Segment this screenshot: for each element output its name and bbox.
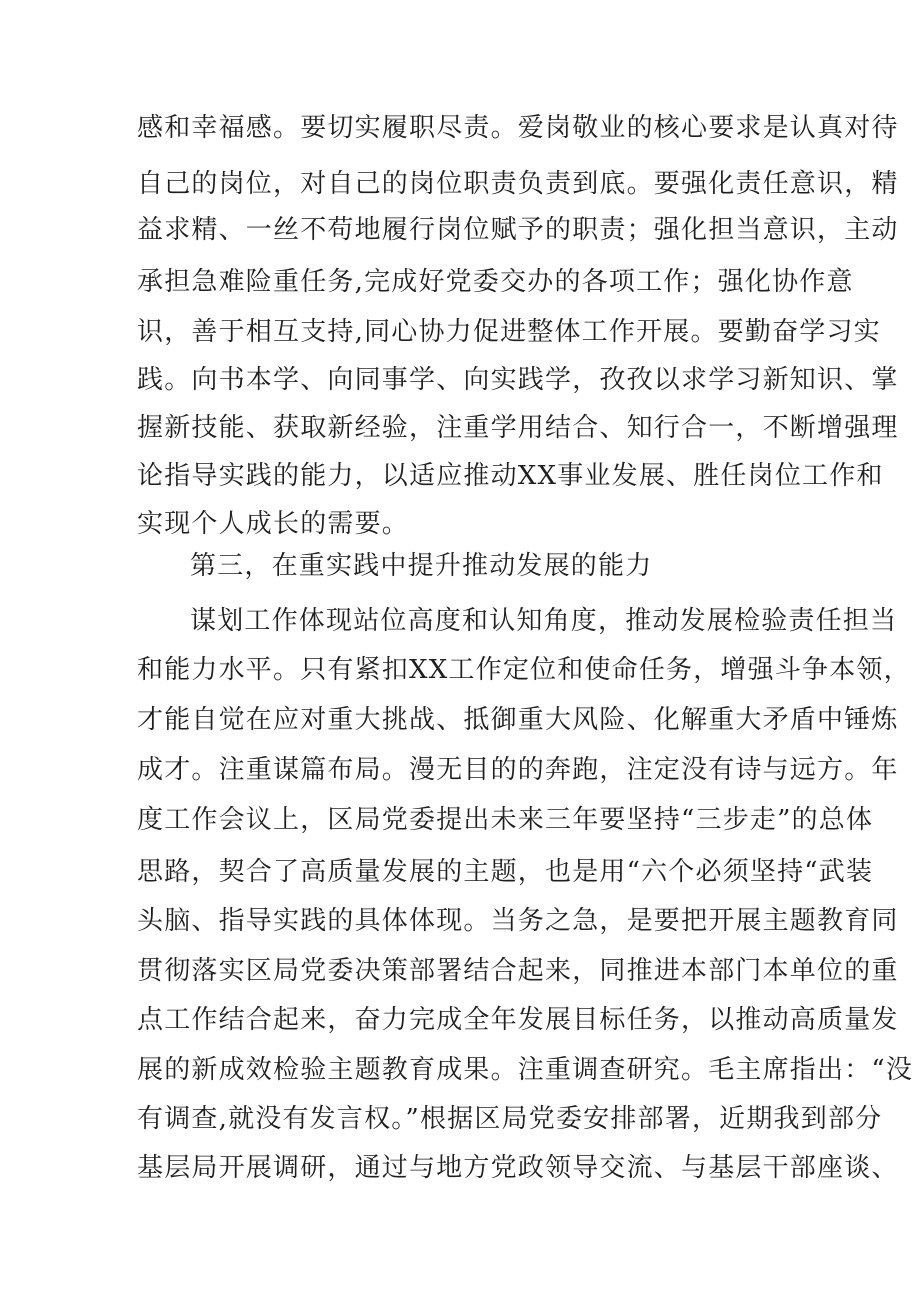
text-line-19: 点工作结合起来，奋力完成全年发展目标任务，以推动高质量发 (137, 1005, 899, 1035)
section-heading: 第三，在重实践中提升推动发展的能力 (190, 551, 653, 581)
text-line-22: 基层局开展调研，通过与地方党政领导交流、与基层干部座谈、 (137, 1153, 899, 1183)
text-line-1: 感和幸福感。要切实履职尽责。爱岗敬业的核心要求是认真对待 (137, 113, 899, 143)
text-line-7: 握新技能、获取新经验，注重学用结合、知行合一，不断增强理 (137, 413, 899, 443)
text-line-15: 度工作会议上，区局党委提出未来三年要坚持“三步走”的总体 (137, 805, 874, 835)
text-line-2: 自己的岗位，对自己的岗位职责负责到底。要强化责任意识，精 (137, 169, 899, 199)
text-line-5: 识，善于相互支持,同心协力促进整体工作开展。要勤奋学习实 (137, 317, 881, 347)
text-line-6: 践。向书本学、向同事学、向实践学，孜孜以求学习新知识、掌 (137, 365, 899, 395)
text-line-13: 才能自觉在应对重大挑战、抵御重大风险、化解重大矛盾中锤炼 (137, 705, 899, 735)
text-line-3: 益求精、一丝不苟地履行岗位赋予的职责；强化担当意识，主动 (137, 215, 899, 245)
text-line-4: 承担急难险重任务,完成好党委交办的各项工作；强化协作意 (137, 267, 854, 297)
text-line-16: 思路，契合了高质量发展的主题，也是用“六个必须坚持“武装 (137, 857, 874, 887)
text-line-9: 实现个人成长的需要。 (137, 509, 410, 539)
text-line-17: 头脑、指导实践的具体体现。当务之急，是要把开展主题教育同 (137, 906, 899, 936)
text-line-8: 论指导实践的能力，以适应推动XX事业发展、胜任岗位工作和 (137, 461, 884, 491)
text-line-11: 谋划工作体现站位高度和认知角度，推动发展检验责任担当 (190, 606, 898, 636)
text-line-12: 和能力水平。只有紧扣XX工作定位和使命任务，增强斗争本领， (137, 655, 911, 685)
text-line-20: 展的新成效检验主题教育成果。注重调查研究。毛主席指出：“没 (137, 1055, 914, 1085)
text-line-21: 有调查,就没有发言权。”根据区局党委安排部署，近期我到部分 (137, 1104, 883, 1134)
text-line-14: 成才。注重谋篇布局。漫无目的的奔跑，注定没有诗与远方。年 (137, 755, 899, 785)
text-line-18: 贯彻落实区局党委决策部署结合起来，同推进本部门本单位的重 (137, 956, 899, 986)
